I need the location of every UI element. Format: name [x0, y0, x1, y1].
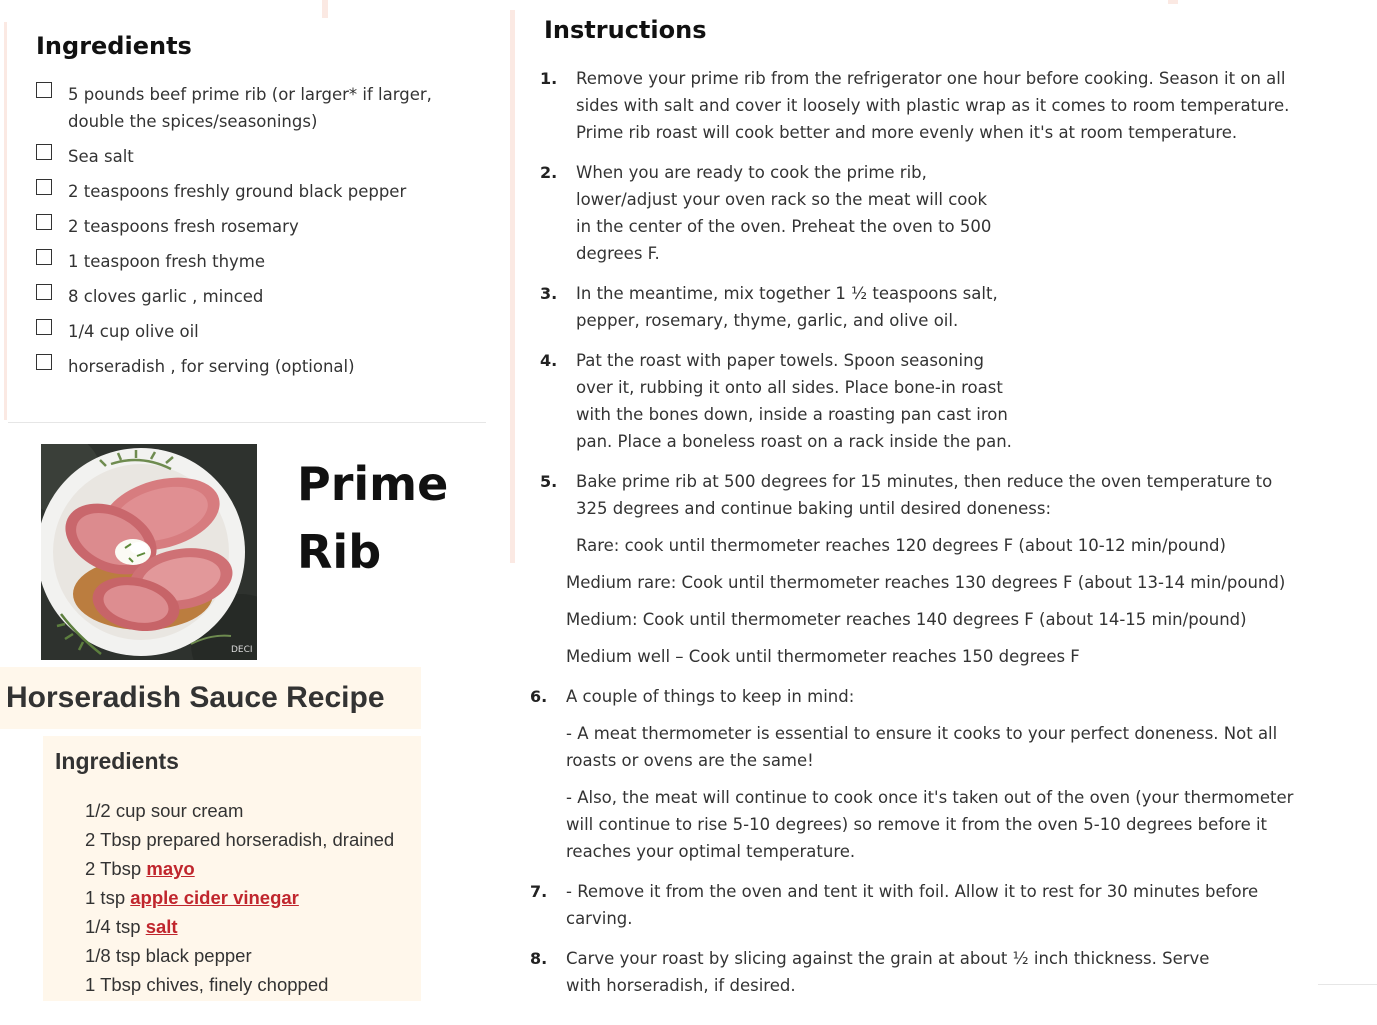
ingredient-text: horseradish , for serving (optional)	[68, 357, 355, 376]
ingredient-item[interactable]	[36, 81, 486, 135]
ingredient-checkbox[interactable]	[36, 249, 52, 265]
step-number: 3.	[540, 284, 558, 303]
mayo-link[interactable]: mayo	[146, 858, 195, 879]
doneness-rare: Rare: cook until thermometer reaches 120 degrees F (about 10-12 min/pound)	[576, 536, 1226, 555]
step-number: 1.	[540, 69, 558, 88]
ingredients-divider	[8, 422, 486, 423]
ingredient-checkbox[interactable]	[36, 144, 52, 160]
step-text: - Remove it from the oven and tent it with foil. Allow it to rest for 30 minutes before carving.	[566, 882, 1259, 928]
instruction-step	[530, 65, 1330, 146]
step-text: Pat the roast with paper towels. Spoon seasoning over it, rubbing it onto all sides. Place bone-in roast with the bones down, inside a roasting pan cast iron pan. Place a boneless roast on a rack inside the pan.	[576, 351, 1012, 451]
sauce-ingredient-item: 1 tsp apple cider vinegar	[85, 887, 299, 908]
ingredient-text: 2 teaspoons freshly ground black pepper	[68, 182, 407, 201]
step-text: Carve your roast by slicing against the grain at about ½ inch thickness. Serve with horseradish, if desired.	[566, 949, 1210, 995]
ingredient-item[interactable]	[36, 318, 486, 345]
step-number: 8.	[530, 949, 548, 968]
photo-watermark: DECI	[231, 645, 253, 655]
sauce-ingredient-item: 1/2 cup sour cream	[85, 800, 244, 821]
ingredient-checkbox[interactable]	[36, 354, 52, 370]
instruction-step	[530, 347, 1330, 455]
step-text: A couple of things to keep in mind:	[566, 687, 855, 706]
recipe-title-line-1: Prime	[297, 457, 449, 511]
instruction-step	[530, 878, 1330, 932]
doneness-medium: Medium: Cook until thermometer reaches 140 degrees F (about 14-15 min/pound)	[566, 610, 1247, 629]
recipe-title	[297, 450, 497, 586]
step-number: 4.	[540, 351, 558, 370]
step-text: When you are ready to cook the prime rib, lower/adjust your oven rack so the meat will cook in the center of the oven. Preheat the oven to 500 degrees F.	[576, 163, 992, 263]
instruction-steps	[530, 65, 1330, 1012]
ingredient-text: 2 teaspoons fresh rosemary	[68, 217, 299, 236]
note-item: - Also, the meat will continue to cook once it's taken out of the oven (your thermometer will continue to rise 5-10 degrees) so remove it from the oven 5-10 degrees before it reaches your optimal temperature.	[566, 788, 1294, 861]
sauce-ingredient-item: 2 Tbsp prepared horseradish, drained	[85, 829, 395, 850]
ingredient-item[interactable]	[36, 283, 486, 310]
apple-cider-vinegar-link[interactable]: apple cider vinegar	[130, 887, 299, 908]
ingredient-checkbox[interactable]	[36, 319, 52, 335]
prime-rib-illustration	[41, 444, 257, 660]
sauce-ingredient-item: 1/4 tsp salt	[85, 916, 178, 937]
ingredient-item[interactable]	[36, 248, 486, 275]
ingredients-list	[36, 81, 486, 380]
ingredient-text: 1 teaspoon fresh thyme	[68, 252, 266, 271]
ingredient-item[interactable]	[36, 178, 486, 205]
note-item: - A meat thermometer is essential to ensure it cooks to your perfect doneness. Not all roasts or ovens are the same!	[566, 724, 1278, 770]
sauce-ingredient-item: 1/8 tsp black pepper	[85, 945, 252, 966]
ingredient-text: 5 pounds beef prime rib (or larger* if larger, double the spices/seasonings)	[68, 85, 432, 131]
ingredient-checkbox[interactable]	[36, 179, 52, 195]
ingredients-heading: Ingredients	[36, 32, 192, 60]
step-number: 5.	[540, 472, 558, 491]
ingredient-text: 8 cloves garlic , minced	[68, 287, 264, 306]
ingredient-text: Sea salt	[68, 147, 134, 166]
top-accent-mark-1	[322, 0, 328, 18]
sauce-title: Horseradish Sauce Recipe	[6, 681, 385, 714]
ingredient-checkbox[interactable]	[36, 82, 52, 98]
top-accent-mark-2	[1168, 0, 1178, 4]
step-text: Remove your prime rib from the refrigerator one hour before cooking. Season it on all sides with salt and cover it loosely with plastic wrap as it comes to room temperature. Prime rib roast will cook better and more evenly when it's at room temperature.	[576, 69, 1290, 142]
ingredient-text: 1/4 cup olive oil	[68, 322, 199, 341]
prime-rib-photo	[41, 444, 257, 660]
step-number: 6.	[530, 687, 548, 706]
doneness-medium-well: Medium well – Cook until thermometer reaches 150 degrees F	[566, 647, 1080, 666]
instructions-section	[530, 16, 1330, 44]
sauce-ingredients-heading: Ingredients	[55, 748, 179, 774]
step-text: Bake prime rib at 500 degrees for 15 minutes, then reduce the oven temperature to 325 degrees and continue baking until desired doneness:	[576, 472, 1273, 518]
recipe-title-line-2: Rib	[297, 525, 382, 579]
instruction-step	[530, 945, 1330, 999]
ingredient-item[interactable]	[36, 353, 486, 380]
left-accent-line	[4, 22, 7, 420]
ingredient-checkbox[interactable]	[36, 284, 52, 300]
ingredient-checkbox[interactable]	[36, 214, 52, 230]
sauce-ingredients-card	[43, 736, 421, 1001]
sauce-ingredient-item: 2 Tbsp mayo	[85, 858, 195, 879]
instruction-step	[530, 683, 1330, 710]
step-number: 2.	[540, 163, 558, 182]
ingredient-item[interactable]	[36, 213, 486, 240]
instructions-heading: Instructions	[544, 16, 707, 44]
step-number: 7.	[530, 882, 548, 901]
step-text: In the meantime, mix together 1 ½ teaspoons salt, pepper, rosemary, thyme, garlic, and olive oil.	[576, 284, 998, 330]
instruction-step	[530, 159, 1330, 267]
middle-accent-line	[510, 10, 515, 563]
ingredients-section	[36, 32, 486, 388]
salt-link[interactable]: salt	[145, 916, 178, 937]
doneness-medium-rare: Medium rare: Cook until thermometer reaches 130 degrees F (about 13-14 min/pound)	[566, 573, 1286, 592]
sauce-ingredient-item: 1 Tbsp chives, finely chopped	[85, 974, 329, 995]
ingredient-item[interactable]	[36, 143, 486, 170]
sauce-ingredients-list	[85, 796, 415, 999]
instruction-step	[530, 468, 1330, 522]
instruction-step	[530, 280, 1330, 334]
